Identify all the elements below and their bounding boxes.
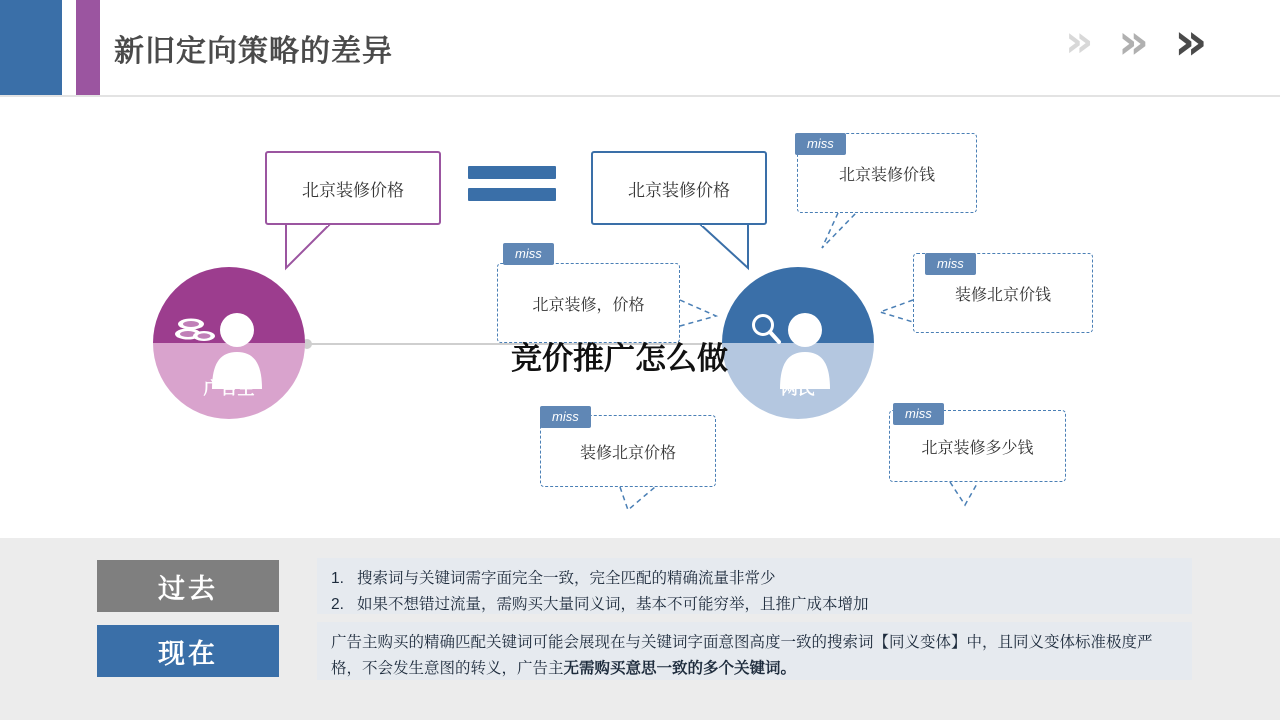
- past-item-1-number: 1.: [331, 570, 344, 587]
- miss-bubble-2: 北京装修，价格: [497, 263, 680, 343]
- advertiser-label: 广告主: [203, 379, 255, 398]
- netizen-avatar: [722, 267, 874, 419]
- miss-bubble-1: 北京装修价钱: [797, 133, 977, 213]
- netizen-keyword-bubble: 北京装修价格: [591, 151, 767, 225]
- header-divider: [0, 95, 1280, 97]
- miss-tag: miss: [925, 253, 976, 275]
- header-blue-block: [0, 0, 62, 96]
- badge-now: 现在: [97, 625, 279, 677]
- page-title: 新旧定向策略的差异: [114, 35, 393, 68]
- past-item-2-number: 2.: [331, 595, 344, 613]
- now-text: 广告主购买的精确匹配关键词可能会展现在与关键词字面意图高度一致的搜索词【同义变体】中，且同义变体标准极度严格，不会发生意图的转义，广告主: [331, 634, 1153, 677]
- center-headline: 竞价推广怎么做: [511, 341, 728, 376]
- now-text-emphasis: 无需购买意思一致的多个关键词。: [563, 659, 797, 677]
- search-icon: [748, 311, 784, 347]
- coins-icon: [175, 315, 217, 345]
- miss-bubble-3: 装修北京价钱: [913, 253, 1093, 333]
- equals-symbol: [468, 166, 556, 201]
- past-item-2-text: 如果不想错过流量，需购买大量同义词，基本不可能穷举，且推广成本增加: [357, 595, 869, 613]
- advertiser-keyword-bubble: 北京装修价格: [265, 151, 441, 225]
- advertiser-avatar: [153, 267, 305, 419]
- miss-tag: miss: [503, 243, 554, 265]
- past-item-1: [331, 566, 1178, 592]
- panel-past: [317, 558, 1192, 614]
- past-item-1-text: 搜索词与关键词需字面完全一致，完全匹配的精确流量非常少: [357, 570, 776, 587]
- chevron-double-right-light-icon: »: [1065, 16, 1094, 67]
- miss-tag: miss: [540, 406, 591, 428]
- header-purple-block: [76, 0, 100, 96]
- past-item-2: [331, 592, 1178, 618]
- miss-tag: miss: [795, 133, 846, 155]
- miss-bubble-5: 北京装修多少钱: [889, 410, 1066, 482]
- miss-tag: miss: [893, 403, 944, 425]
- chevron-double-right-dark-icon: »: [1174, 12, 1208, 72]
- badge-past: 过去: [97, 560, 279, 612]
- chevron-double-right-mid-icon: »: [1118, 14, 1150, 70]
- panel-now: [317, 622, 1192, 680]
- miss-bubble-4: 装修北京价格: [540, 415, 716, 487]
- netizen-label: 网民: [781, 379, 815, 398]
